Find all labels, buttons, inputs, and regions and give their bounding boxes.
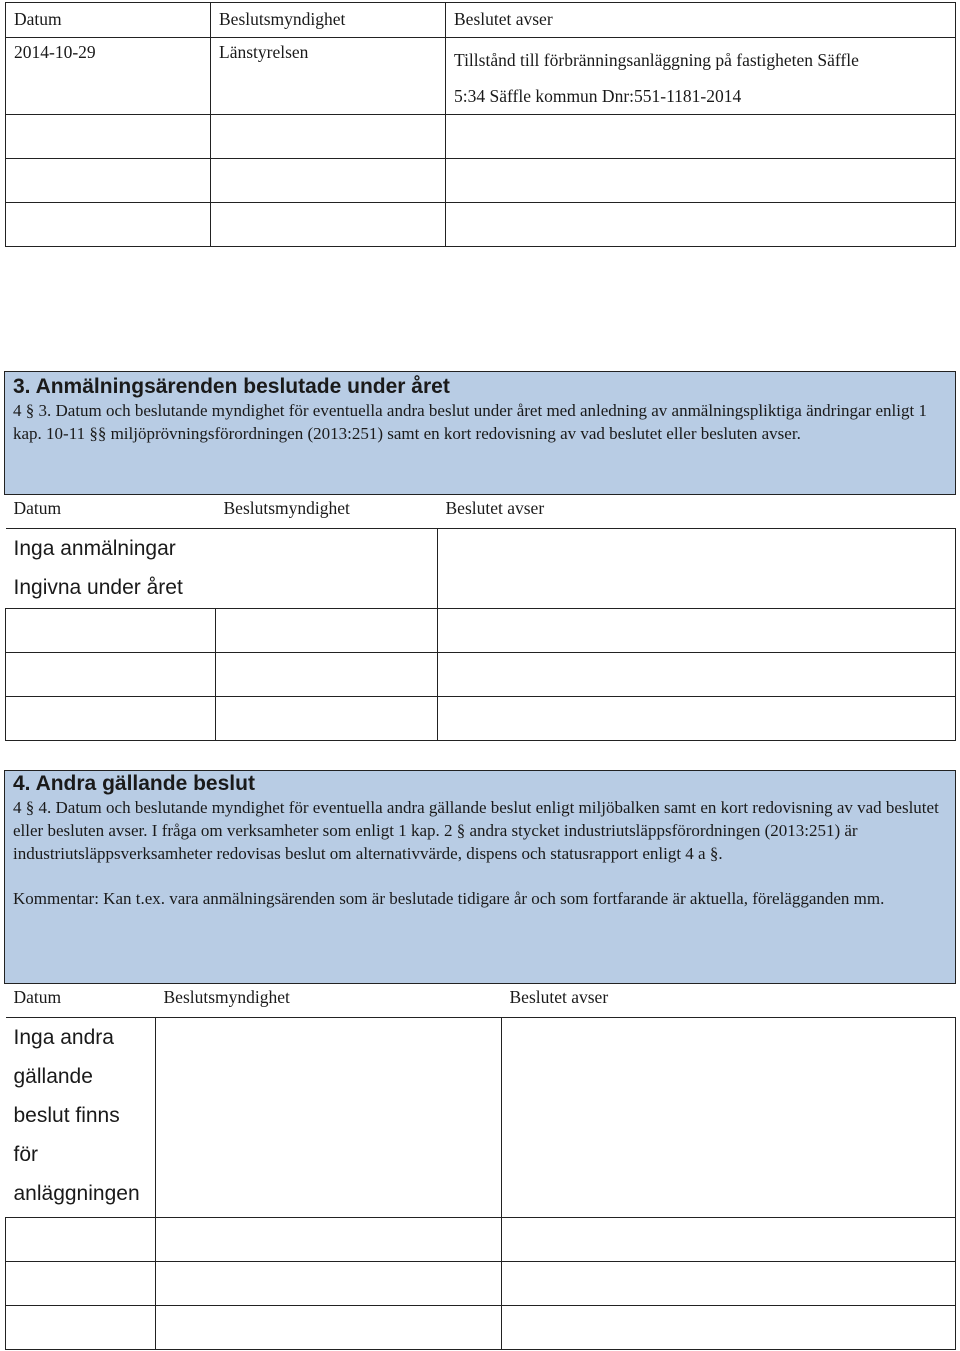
entry-line-4: för [13,1142,39,1166]
decisions-table [5,494,956,741]
header-datum: Datum [13,987,62,1007]
cell-avser [446,38,956,115]
table-row [6,528,956,608]
table-header-row [6,494,956,528]
decisions-table-4 [5,983,956,1350]
table-row [6,203,956,247]
entry-line-3: beslut finns [13,1103,120,1127]
entry-line-1: Inga anmälningar [13,536,176,560]
table-header-row [6,3,956,38]
header-beslutsmyndighet: Beslutsmyndighet [223,498,350,518]
header-beslutet-avser: Beslutet avser [509,987,609,1007]
section-4-box [4,770,956,984]
header-beslutsmyndighet: Beslutsmyndighet [163,987,290,1007]
header-beslutet-avser: Beslutet avser [446,3,956,38]
entry-line-1: Inga andra [13,1025,114,1049]
cell-datum: 2014-10-29 [6,38,211,115]
section-3-box [4,371,956,495]
table-row [6,1261,956,1305]
entry-line-2: gällande [13,1064,93,1088]
cell-avser-line1: Tillstånd till förbränningsanläggning på fastigheten Säffle [454,50,859,70]
entry-cell [6,1017,156,1217]
table-row [6,696,956,740]
table-row [6,159,956,203]
decisions-table [5,2,956,247]
header-datum: Datum [13,498,62,518]
decisions-table-1 [5,2,956,247]
cell-myndighet: Länstyrelsen [211,38,446,115]
section-4-description: 4 § 4. Datum och beslutande myndighet för eventuella andra gällande beslut enligt miljöbalken samt en kort redovisning av vad beslutet eller besluten avser. I fråga om verksamheter som enligt 1 kap. 2 § andra stycket industriutsläppsförordningen (2013:251) är industriutsläppsverksamheter redovisas beslut om alternativvärde, dispens och statusrapport enligt 4 a §. [13,798,939,863]
section-4-title: 4. Andra gällande beslut [13,772,255,795]
table-row [6,1017,956,1217]
table-row [6,652,956,696]
decisions-table-3 [5,494,956,741]
section-3-title: 3. Anmälningsärenden beslutade under året [13,375,450,398]
table-row [6,115,956,159]
table-row [6,38,956,115]
entry-cell [6,528,438,608]
header-datum: Datum [6,3,211,38]
decisions-table [5,983,956,1350]
table-row [6,1305,956,1349]
entry-line-2: Ingivna under året [13,575,183,599]
table-header-row [6,983,956,1017]
table-row [6,608,956,652]
header-beslutsmyndighet: Beslutsmyndighet [211,3,446,38]
entry-line-5: anläggningen [13,1181,140,1205]
section-3-description: 4 § 3. Datum och beslutande myndighet för eventuella andra beslut under året med anledning av anmälningspliktiga ändringar enligt 1 kap. 10-11 §§ miljöprövningsförordningen (2013:251) samt en kort redovisning av vad beslutet eller besluten avser. [13,401,927,443]
header-beslutet-avser: Beslutet avser [445,498,545,518]
section-4-comment: Kommentar: Kan t.ex. vara anmälningsärenden som är beslutade tidigare år och som fortfarande är aktuella, förelägganden mm. [13,889,885,908]
cell-avser-line2: 5:34 Säffle kommun Dnr:551-1181-2014 [454,86,742,106]
table-row [6,1217,956,1261]
